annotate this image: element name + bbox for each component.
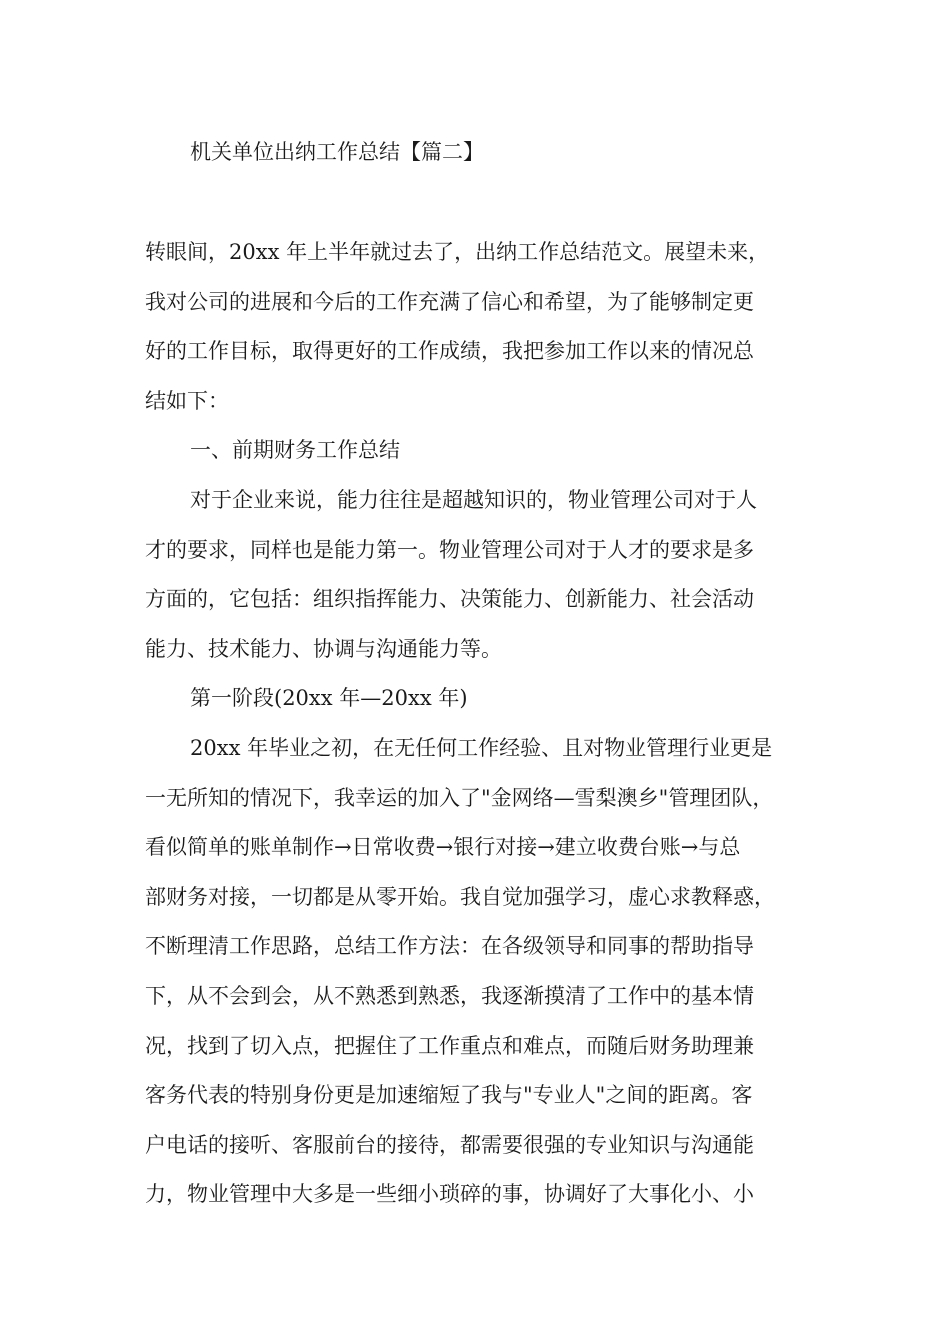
paragraph-line: 户电话的接听、客服前台的接待，都需要很强的专业知识与沟通能	[145, 1133, 754, 1157]
section-heading: 一、前期财务工作总结	[190, 438, 400, 462]
paragraph-line: 力，物业管理中大多是一些细小琐碎的事，协调好了大事化小、小	[145, 1182, 754, 1206]
paragraph-line: 看似简单的账单制作→日常收费→银行对接→建立收费台账→与总	[145, 835, 741, 859]
paragraph-line: 一无所知的情况下，我幸运的加入了"金网络—雪梨澳乡"管理团队，	[145, 786, 774, 810]
paragraph-line: 20xx 年毕业之初，在无任何工作经验、且对物业管理行业更是	[190, 736, 773, 760]
paragraph-line: 我对公司的进展和今后的工作充满了信心和希望，为了能够制定更	[145, 290, 754, 314]
paragraph-line: 结如下：	[145, 389, 229, 413]
paragraph-line: 下，从不会到会，从不熟悉到熟悉，我逐渐摸清了工作中的基本情	[145, 984, 754, 1008]
paragraph-line: 方面的，它包括：组织指挥能力、决策能力、创新能力、社会活动	[145, 587, 754, 611]
paragraph-line: 对于企业来说，能力往往是超越知识的，物业管理公司对于人	[190, 488, 757, 512]
paragraph-line: 才的要求，同样也是能力第一。物业管理公司对于人才的要求是多	[145, 538, 754, 562]
document-title: 机关单位出纳工作总结【篇二】	[190, 140, 484, 164]
paragraph-line: 况，找到了切入点，把握住了工作重点和难点，而随后财务助理兼	[145, 1034, 754, 1058]
paragraph-line: 转眼间，20xx 年上半年就过去了，出纳工作总结范文。展望未来，	[145, 240, 770, 264]
subsection-heading: 第一阶段(20xx 年—20xx 年)	[190, 686, 468, 710]
paragraph-line: 客务代表的特别身份更是加速缩短了我与"专业人"之间的距离。客	[145, 1083, 753, 1107]
paragraph-line: 不断理清工作思路，总结工作方法：在各级领导和同事的帮助指导	[145, 934, 754, 958]
paragraph-line: 能力、技术能力、协调与沟通能力等。	[145, 637, 502, 661]
paragraph-line: 部财务对接，一切都是从零开始。我自觉加强学习，虚心求教释惑，	[145, 885, 775, 909]
paragraph-line: 好的工作目标，取得更好的工作成绩，我把参加工作以来的情况总	[145, 339, 754, 363]
